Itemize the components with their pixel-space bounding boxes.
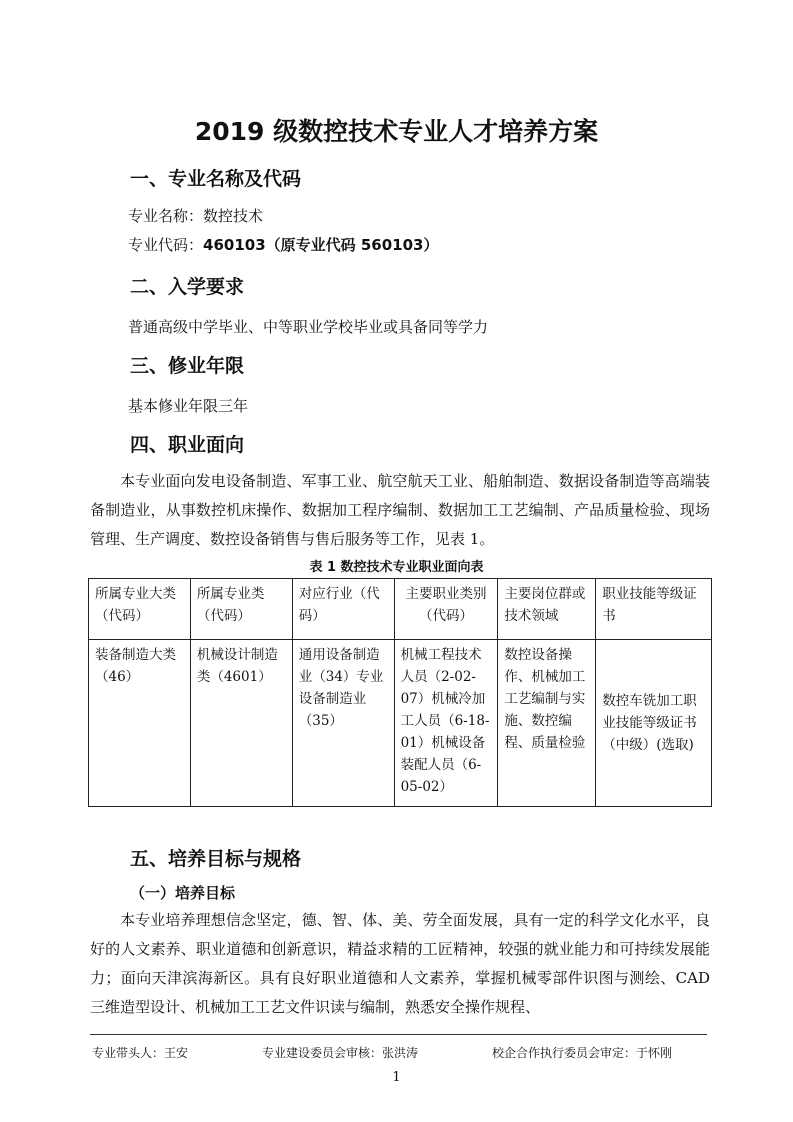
section-heading-duration: 三、修业年限: [130, 355, 245, 377]
table-cell: 机械工程技术人员（2-02-07）机械冷加工人员（6-18-01）机械设备装配人员（6-05-02）: [394, 640, 498, 807]
table-header-cell: 职业技能等级证书: [596, 579, 712, 640]
major-code-line: [128, 234, 438, 255]
subsection-heading-goals: （一）培养目标: [130, 884, 236, 902]
duration-text: 基本修业年限三年: [128, 397, 249, 415]
section-heading-career: 四、职业面向: [130, 434, 245, 456]
footer-divider: [90, 1034, 707, 1035]
table-header-cell: 所属专业类（代码）: [190, 579, 292, 640]
table-header-cell: 主要岗位群或技术领域: [498, 579, 596, 640]
major-name-line: [128, 205, 263, 226]
career-paragraph: 本专业面向发电设备制造、军事工业、航空航天工业、船舶制造、数据设备制造等高端装备制造业，从事数控机床操作、数据加工程序编制、数据加工工艺编制、产品质量检验、现场管理、生产调度、数控设备销售与售后服务等工作，见表 1。: [90, 472, 710, 548]
major-code-value: 460103（原专业代码 560103）: [203, 236, 439, 254]
career-table: [88, 578, 712, 807]
page-title: 2019 级数控技术专业人才培养方案: [194, 117, 599, 146]
goals-paragraph: 本专业培养理想信念坚定，德、智、体、美、劳全面发展，具有一定的科学文化水平，良好的人文素养、职业道德和创新意识，精益求精的工匠精神，较强的就业能力和可持续发展能力；面向天津滨海新区。具有良好职业道德和人文素养，掌握机械零部件识图与测绘、CAD 三维造型设计、机械加工工艺文件识读与编制，熟悉安全操作规程、: [90, 911, 710, 1016]
table-cell: 通用设备制造业（34）专业设备制造业（35）: [292, 640, 394, 807]
section-heading-objectives: 五、培养目标与规格: [130, 848, 302, 870]
table-header-cell: 所属专业大类（代码）: [89, 579, 191, 640]
footer-review: 专业建设委员会审核：张洪涛: [262, 1046, 419, 1060]
table-header-cell: 主要职业类别（代码）: [394, 579, 498, 640]
table-row: [89, 640, 712, 807]
section-heading-name-code: 一、专业名称及代码: [130, 168, 302, 190]
footer-approve: 校企合作执行委员会审定：于怀刚: [492, 1046, 673, 1060]
admission-text: 普通高级中学毕业、中等职业学校毕业或具备同等学力: [128, 318, 489, 336]
table-cell: 数控设备操作、机械加工工艺编制与实施、数控编程、质量检验: [498, 640, 596, 807]
table-header-row: [89, 579, 712, 640]
section-heading-admission: 二、入学要求: [130, 276, 245, 298]
table-cell: 装备制造大类（46）: [89, 640, 191, 807]
footer-leader: 专业带头人：王安: [92, 1046, 189, 1060]
major-name-label: 专业名称：: [128, 207, 204, 225]
table-caption: 表 1 数控技术专业职业面向表: [309, 560, 484, 575]
major-code-label: 专业代码：: [128, 236, 204, 254]
page-number: 1: [392, 1070, 401, 1085]
major-name-value: 数控技术: [203, 207, 264, 225]
table-header-cell: 对应行业（代码）: [292, 579, 394, 640]
table-cell: 数控车铣加工职业技能等级证书（中级）(选取): [596, 640, 712, 807]
table-cell: 机械设计制造类（4601）: [190, 640, 292, 807]
